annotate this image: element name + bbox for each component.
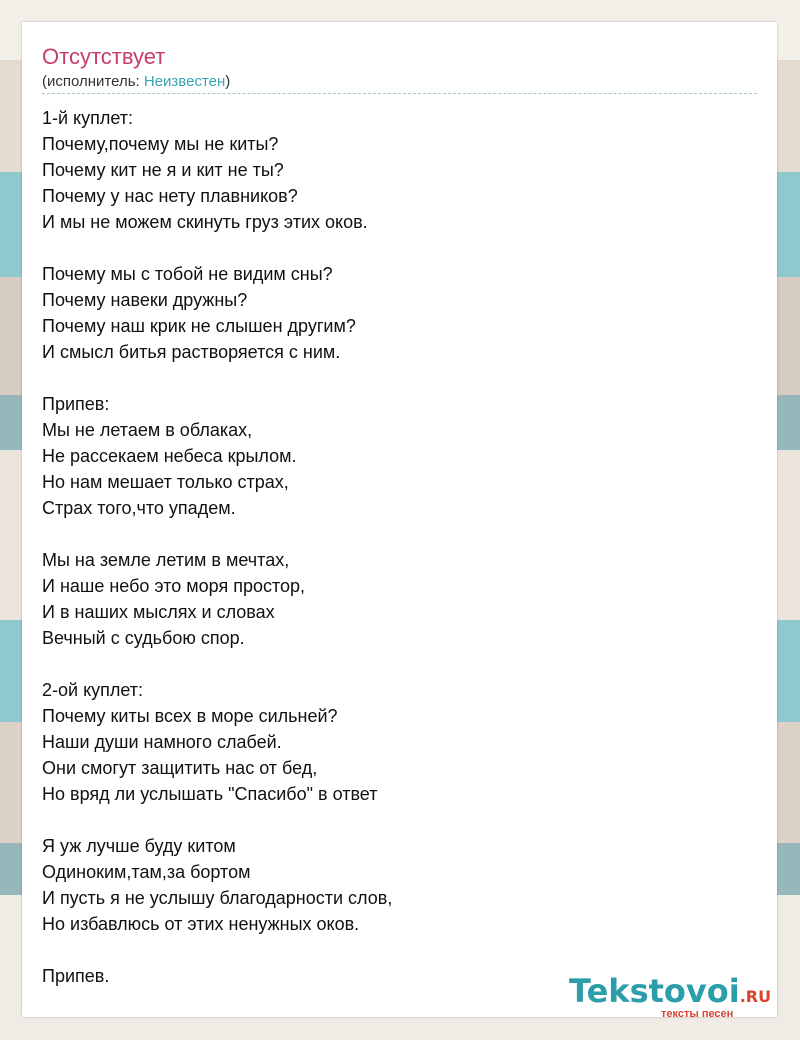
lyric-line: Почему киты всех в море сильней?	[42, 706, 338, 726]
lyric-line: Страх того,что упадем.	[42, 498, 236, 518]
lyric-line: И наше небо это моря простор,	[42, 576, 306, 596]
lyric-line: Но избавлюсь от этих ненужных оков.	[42, 914, 360, 934]
lyric-line: Одиноким,там,за бортом	[42, 862, 251, 882]
song-title: Отсутствует	[42, 44, 166, 69]
lyric-line: Наши души намного слабей.	[42, 732, 282, 752]
artist-line	[42, 73, 230, 90]
lyric-blank-line	[42, 521, 392, 547]
lyric-line: Припев.	[42, 966, 110, 986]
logo-tagline: тексты песен	[661, 1008, 734, 1020]
lyrics-text	[42, 105, 392, 989]
lyric-line: 2-ой куплет:	[42, 680, 144, 700]
lyric-line: 1-й куплет:	[42, 108, 134, 128]
lyric-line: Почему мы с тобой не видим сны?	[42, 264, 333, 284]
logo-wordmark	[569, 972, 771, 1010]
lyric-line: Но вряд ли услышать "Спасибо" в ответ	[42, 784, 378, 804]
lyric-line: И мы не можем скинуть груз этих оков.	[42, 212, 368, 232]
lyric-line: Почему навеки дружны?	[42, 290, 248, 310]
lyrics-card	[22, 22, 777, 1020]
lyric-line: Но нам мешает только страх,	[42, 472, 289, 492]
lyric-blank-line	[42, 235, 392, 261]
lyric-line: Мы не летаем в облаках,	[42, 420, 253, 440]
lyric-line: Не рассекаем небеса крылом.	[42, 446, 297, 466]
lyric-line: И пусть я не услышу благодарности слов,	[42, 888, 393, 908]
lyric-line: Припев:	[42, 394, 110, 414]
lyric-line: Почему,почему мы не киты?	[42, 134, 279, 154]
artist-prefix: (исполнитель:	[42, 73, 144, 90]
lyric-line: Почему наш крик не слышен другим?	[42, 316, 356, 336]
site-logo[interactable]	[569, 972, 779, 1022]
lyric-line: Почему кит не я и кит не ты?	[42, 160, 284, 180]
logo-main-text: Tekstovoi	[569, 972, 740, 1010]
lyric-line: Почему у нас нету плавников?	[42, 186, 298, 206]
lyric-blank-line	[42, 651, 392, 677]
lyric-line: Я уж лучше буду китом	[42, 836, 236, 856]
logo-tld: .RU	[739, 987, 772, 1006]
artist-suffix: )	[225, 73, 231, 90]
artist-link[interactable]: Неизвестен	[143, 73, 226, 90]
dashed-divider	[42, 93, 757, 94]
lyric-line: Они смогут защитить нас от бед,	[42, 758, 318, 778]
lyric-blank-line	[42, 365, 392, 391]
lyric-blank-line	[42, 807, 392, 833]
lyric-line: И смысл битья растворяется с ним.	[42, 342, 341, 362]
lyric-line: Вечный с судьбою спор.	[42, 628, 245, 648]
lyric-line: Мы на земле летим в мечтах,	[42, 550, 290, 570]
lyric-line: И в наших мыслях и словах	[42, 602, 275, 622]
lyric-blank-line	[42, 937, 392, 963]
